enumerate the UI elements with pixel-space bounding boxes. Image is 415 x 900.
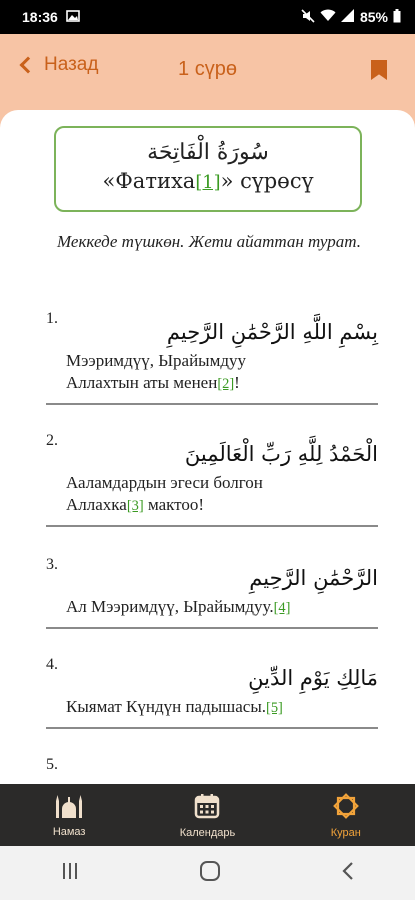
status-bar: [0, 0, 415, 34]
ayah-arabic: بِسْمِ اللَّهِ الرَّحْمَٰنِ الرَّحِيمِ: [166, 320, 378, 344]
nav-quran[interactable]: [286, 792, 406, 839]
footnote-link[interactable]: [5]: [266, 700, 283, 716]
star-octagon-icon: [286, 792, 406, 823]
signal-icon: [341, 9, 355, 25]
ayah-number: 2.: [46, 432, 58, 449]
footnote-link[interactable]: [2]: [217, 376, 235, 392]
surah-subtitle: Меккеде түшкөн. Жети айаттан турат.: [57, 232, 361, 251]
translation-line: Кыямат Күндүн падышасы.: [66, 697, 267, 716]
nav-label: Намаз: [52, 825, 86, 838]
surah-title-card: [54, 126, 362, 212]
translation-tail: !: [234, 373, 240, 392]
mosque-icon: [9, 793, 129, 822]
calendar-icon: [147, 792, 267, 823]
ayah-item[interactable]: [46, 556, 378, 629]
ayah-item[interactable]: [46, 432, 378, 527]
translation-line: Аллахтын аты менен: [66, 373, 218, 392]
nav-namaz[interactable]: [9, 793, 129, 838]
ayah-translation: [46, 596, 378, 627]
translation-line: Ал Мээримдүү, Ырайымдуу.: [66, 597, 274, 616]
footnote-link[interactable]: [1]: [195, 172, 221, 193]
nav-label: Календарь: [179, 826, 236, 839]
wifi-icon: [320, 9, 336, 25]
ayah-arabic: الْحَمْدُ لِلَّهِ رَبِّ الْعَالَمِينَ: [184, 442, 378, 466]
ayah-item[interactable]: [46, 656, 378, 729]
back-label: Назад: [44, 54, 99, 75]
battery-icon: [393, 9, 401, 26]
recents-icon[interactable]: [60, 862, 80, 884]
surah-title-arabic: سُورَةُ الْفَاتِحَة: [147, 140, 269, 165]
mute-icon: [301, 9, 315, 26]
nav-label: Куран: [330, 826, 361, 839]
page-title: 1 сүрө: [178, 58, 237, 80]
ayah-number: 4.: [46, 656, 58, 673]
ayah-translation: [46, 350, 378, 403]
home-icon[interactable]: [199, 860, 221, 886]
ayah-arabic: مَالِكِ يَوْمِ الدِّينِ: [248, 666, 378, 690]
app-header: [0, 34, 415, 110]
ayah-number: 5.: [46, 756, 58, 773]
status-time: 18:36: [22, 9, 58, 25]
ayah-translation: [46, 696, 378, 727]
gallery-notification-icon: [66, 9, 80, 25]
battery-percent: 85%: [359, 9, 388, 25]
ayah-translation: [46, 472, 378, 525]
back-nav-icon[interactable]: [341, 861, 355, 885]
translation-line: Ааламдардын эгеси болгон: [66, 473, 263, 492]
surah-title-prefix: «Фатиха: [102, 169, 196, 193]
bottom-nav: [0, 784, 415, 846]
surah-content[interactable]: [0, 110, 415, 800]
footnote-link[interactable]: [3]: [126, 498, 144, 514]
surah-title-kyrgyz: [56, 169, 360, 193]
ayah-number: 1.: [46, 310, 58, 327]
footnote-link[interactable]: [4]: [273, 600, 291, 616]
ayah-number: 3.: [46, 556, 58, 573]
surah-title-suffix: » сүрөсү: [220, 169, 314, 193]
translation-tail: мактоо!: [143, 495, 205, 514]
system-nav-bar: [0, 846, 415, 900]
translation-line: Аллахка: [66, 495, 127, 514]
ayah-arabic: الرَّحْمَٰنِ الرَّحِيمِ: [249, 566, 378, 590]
ayah-item[interactable]: [46, 310, 378, 405]
translation-line: Мээримдүү, Ырайымдуу: [66, 351, 247, 370]
nav-calendar[interactable]: [147, 792, 267, 839]
